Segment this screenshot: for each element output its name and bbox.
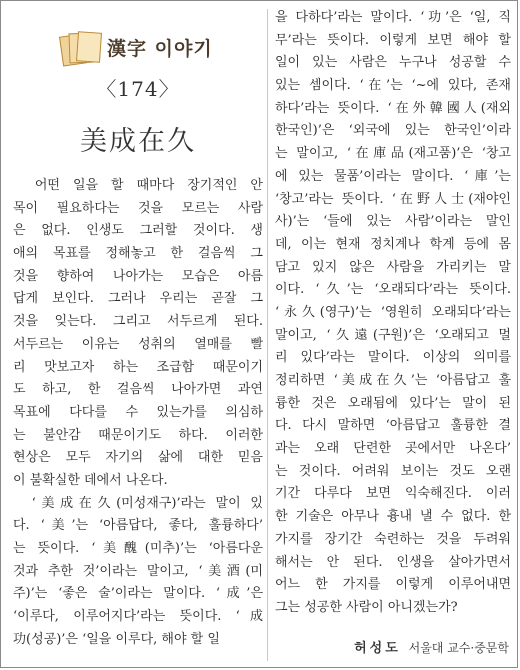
left-column: [13, 1, 263, 668]
text-line: 는 불안감 때문이기도 하다. 이러한: [13, 427, 263, 443]
text-line: 한 기술은 아무나 흉내 낼 수 없다. 한: [275, 509, 511, 525]
text-line: 애의 목표를 정해놓고 한 걸음씩 그: [13, 246, 263, 262]
text-line: 데, 이는 현재 정치계나 학계 등에 몸: [275, 236, 511, 252]
text-line: 는 말이고, ‘在庫品(재고품)’은 ‘창고: [275, 146, 511, 162]
text-line: 그는 성공한 사람이 아니겠는가?: [275, 599, 458, 615]
text-line: 은 없다. 인생도 그러할 것이다. 생: [13, 223, 263, 239]
text-line: 담고 있지 않은 사람을 가리키는 말: [275, 259, 511, 275]
text-line: 이 불확실한 데에서 나온다.: [13, 472, 168, 488]
column-header: [61, 29, 213, 65]
text-line: ‘이루다, 이루어지다’라는 뜻이다. ‘成: [13, 609, 263, 625]
text-line: 한국인)’은 ‘외국에 있는 한국인’이라: [275, 123, 511, 139]
text-line: 목이 필요하다는 것을 모르는 사람: [13, 200, 263, 216]
text-line: 서두르는 이유는 성취의 열매를 빨: [13, 336, 263, 352]
column-title: 漢字 이야기: [107, 37, 213, 60]
text-line: 해서는 안 된다. 인생을 살아가면서: [275, 554, 511, 570]
text-line: 리 있다’라는 말이다. 이상의 의미를: [275, 350, 511, 366]
text-line: 것과 추한 것’이라는 말이고, ‘美酒(미: [13, 563, 263, 579]
text-line: 사)’는 ‘들에 있는 사람’이라는 말인: [275, 214, 511, 230]
right-column: [275, 7, 511, 620]
text-line: 륭한 것은 오래됨에 있다’는 말이 된: [275, 395, 511, 411]
author-affiliation: 서울대 교수·중문학: [408, 641, 509, 655]
text-line: 것을 잊는다. 그리고 서두르게 된다.: [13, 314, 263, 330]
text-line: ‘永久(영구)’는 ‘영원히 오래되다’라는: [275, 304, 511, 320]
text-line: 에 있는 물품’이라는 말이다. ‘庫’는: [275, 168, 511, 184]
text-line: 일이 있는 사람은 누구나 성공할 수: [275, 55, 511, 71]
text-line: 기간 다루다 보면 익숙해진다. 이러: [275, 486, 511, 502]
text-line: 다. ‘美’는 ‘아름답다, 좋다, 훌륭하다’: [13, 518, 263, 534]
text-line: 것을 향하여 나아가는 모습은 아름: [13, 268, 263, 284]
text-line: 가지를 장기간 숙련하는 것을 두려워: [275, 531, 511, 547]
text-line: 하다’라는 뜻이다. ‘在外韓國人(재외: [275, 100, 511, 116]
text-line: 리 맛보고자 하는 조급함 때문이기: [13, 359, 263, 375]
text-line: 을 다하다’라는 말이다. ‘功’은 ‘일, 직: [275, 10, 511, 25]
text-line: ‘美成在久(미성재구)’라는 말이 있: [13, 495, 263, 511]
author-name: 허성도: [354, 641, 401, 656]
book-pages-icon: [61, 31, 101, 63]
text-line: 무’라는 뜻이다. 이렇게 보면 해야 할: [275, 32, 511, 48]
text-line: 정리하면 ‘美成在久’는 ‘아름답고 훌: [275, 373, 511, 388]
text-line: 이다. ‘久’는 ‘오래되다’라는 뜻이다.: [275, 282, 511, 298]
text-line: 어떤 일을 할 때마다 장기적인 안: [13, 178, 263, 193]
text-line: 있는 셈이다. ‘在’는 ‘~에 있다, 존재: [275, 78, 511, 94]
text-line: 는 뜻이다. ‘美醜(미추)’는 ‘아름다운: [13, 541, 263, 556]
text-line: 는 것이다. 어려워 보이는 것도 오랜: [275, 463, 511, 479]
issue-number: 〈174〉: [96, 77, 180, 101]
text-line: ‘창고’라는 뜻이다. ‘在野人士(재야인: [275, 191, 511, 207]
text-line: 과는 오래 단련한 곳에서만 나온다’: [275, 441, 511, 457]
text-line: 주)’는 ‘좋은 술’이라는 말이다. ‘成’은: [13, 586, 263, 602]
column-divider: [267, 9, 268, 661]
byline: [354, 637, 509, 656]
text-line: 현상은 모두 자기의 삶에 대한 믿음: [13, 450, 263, 466]
article-body-left: [13, 175, 263, 651]
text-line: 도 하고, 한 걸음씩 나아가면 과연: [13, 382, 263, 398]
text-line: 말이고, ‘久遠(구원)’은 ‘오래되고 멀: [275, 327, 511, 343]
text-line: 어느 한 가지를 이렇게 이루어내면: [275, 577, 511, 593]
article-body-right: [275, 7, 511, 620]
article-headline: 美成在久: [80, 126, 196, 157]
text-line: 답게 보인다. 그러나 우리는 곧잘 그: [13, 291, 263, 307]
text-line: 다. 다시 말하면 ‘아름답고 훌륭한 결: [275, 418, 511, 434]
text-line: 功(성공)’은 ‘일을 이루다, 해야 할 일: [13, 631, 220, 647]
text-line: 목표에 다다를 수 있는가를 의심하: [13, 404, 263, 420]
